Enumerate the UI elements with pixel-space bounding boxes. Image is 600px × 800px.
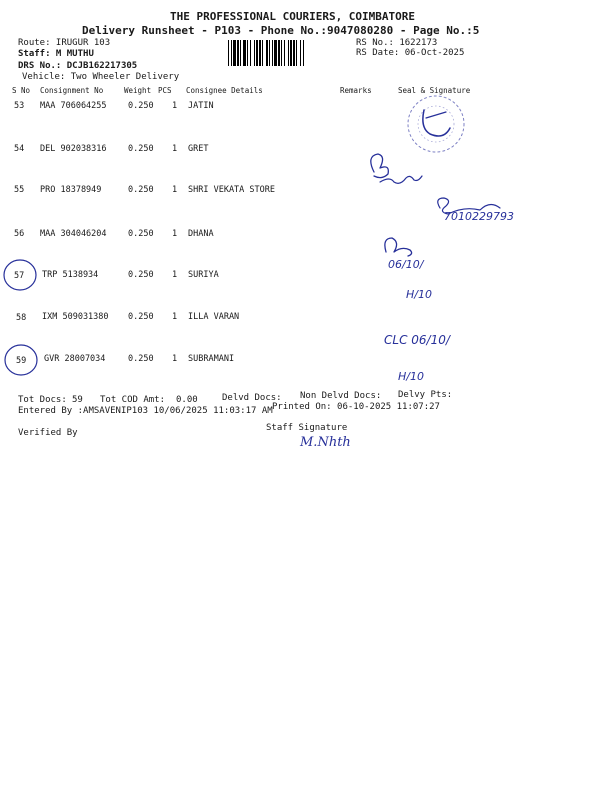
row-55-weight: 0.250 xyxy=(128,185,154,195)
barcode-bar xyxy=(284,40,285,66)
signature-58 xyxy=(380,326,500,352)
signature-57 xyxy=(400,282,450,306)
signature-54 xyxy=(360,146,440,192)
row-54-cn: DEL 902038316 xyxy=(40,144,107,154)
row-58-cn: IXM 509031380 xyxy=(42,312,109,322)
row-59-cn: GVR 28007034 xyxy=(44,354,106,364)
barcode-bar xyxy=(272,40,273,66)
row-59-pcs: 1 xyxy=(172,354,178,364)
entered-by: Entered By :AMSAVENIP103 10/06/2025 11:03:17 AM xyxy=(18,406,273,416)
delvy-pts: Delvy Pts: xyxy=(398,390,453,400)
row-58-pcs: 1 xyxy=(172,312,178,322)
barcode xyxy=(228,40,352,66)
row-53-weight: 0.250 xyxy=(128,101,154,111)
barcode-bar xyxy=(254,40,255,66)
barcode-bar xyxy=(269,40,270,66)
col-consignment: Consignment No xyxy=(40,86,104,95)
row-59-consignee: SUBRAMANI xyxy=(188,354,235,364)
barcode-bar xyxy=(300,40,301,66)
barcode-bar xyxy=(233,40,236,66)
tot-cod-label: Tot COD Amt: xyxy=(100,395,166,405)
barcode-bar xyxy=(256,40,258,66)
barcode-bar xyxy=(296,40,297,66)
col-seal: Seal & Signature xyxy=(398,86,471,95)
delvd-docs: Delvd Docs: xyxy=(222,393,282,403)
sig-56-date: 06/10/ xyxy=(388,258,424,271)
sig-55-number: 7010229793 xyxy=(444,210,514,223)
row-53-sno: 53 xyxy=(14,101,25,111)
barcode-bar xyxy=(288,40,289,66)
barcode-bar xyxy=(228,40,229,66)
row-53-consignee: JATIN xyxy=(188,101,214,111)
tot-docs-label: Tot Docs: xyxy=(18,395,67,405)
staff-label: Staff: M MUTHU xyxy=(18,49,94,59)
col-sno: S No xyxy=(12,86,31,95)
col-pcs: PCS xyxy=(158,86,172,95)
non-delvd-docs: Non Delvd Docs: xyxy=(300,391,382,401)
barcode-bar xyxy=(278,40,280,66)
col-consignee: Consignee Details xyxy=(186,86,263,95)
company-title: THE PROFESSIONAL COURIERS, COIMBATORE xyxy=(170,10,416,23)
rs-date: RS Date: 06-Oct-2025 xyxy=(356,48,465,58)
row-54-pcs: 1 xyxy=(172,144,178,154)
col-remarks: Remarks xyxy=(340,86,372,95)
barcode-bar xyxy=(250,40,251,66)
signature-59 xyxy=(392,362,442,388)
row-56-weight: 0.250 xyxy=(128,229,154,239)
runsheet-title: Delivery Runsheet - P103 - Phone No.:9047080280 - Page No.:5 xyxy=(82,24,480,37)
printed-on: Printed On: 06-10-2025 11:07:27 xyxy=(272,402,440,412)
row-55-consignee: SHRI VEKATA STORE xyxy=(188,185,275,195)
row-56-sno: 56 xyxy=(14,229,25,239)
barcode-bar xyxy=(281,40,282,66)
barcode-bar xyxy=(243,40,246,66)
row-57-sno: 57 xyxy=(14,271,25,281)
route-label: Route: IRUGUR 103 xyxy=(18,38,111,48)
sig-59-code: H/10 xyxy=(398,370,424,383)
row-53-pcs: 1 xyxy=(172,101,178,111)
tot-cod-value: 0.00 xyxy=(176,395,198,405)
barcode-bar xyxy=(247,40,248,66)
row-58-consignee: ILLA VARAN xyxy=(188,312,240,322)
sig-57-code: H/10 xyxy=(406,288,432,301)
staff-signature-name: M.Nhth xyxy=(300,435,351,450)
row-57-consignee: SURIYA xyxy=(188,270,219,280)
signature-56 xyxy=(380,232,460,272)
barcode-bar xyxy=(274,40,277,66)
tot-docs-value: 59 xyxy=(72,395,83,405)
barcode-bar xyxy=(231,40,232,66)
rs-no: RS No.: 1622173 xyxy=(356,38,438,48)
barcode-bar xyxy=(290,40,292,66)
drs-label: DRS No.: DCJB162217305 xyxy=(18,61,138,71)
sig-58-date: CLC 06/10/ xyxy=(384,333,450,347)
row-54-sno: 54 xyxy=(14,144,25,154)
row-57-weight: 0.250 xyxy=(128,270,154,280)
verified-by: Verified By xyxy=(18,428,78,438)
row-55-pcs: 1 xyxy=(172,185,178,195)
row-55-sno: 55 xyxy=(14,185,25,195)
row-58-sno: 58 xyxy=(16,313,27,323)
row-59-sno: 59 xyxy=(16,356,27,366)
row-59-weight: 0.250 xyxy=(128,354,154,364)
row-56-cn: MAA 304046204 xyxy=(40,229,107,239)
col-weight: Weight xyxy=(124,86,152,95)
signature-55 xyxy=(430,190,560,230)
circle-marks xyxy=(0,255,40,385)
row-54-weight: 0.250 xyxy=(128,144,154,154)
barcode-bar xyxy=(259,40,261,66)
row-57-pcs: 1 xyxy=(172,270,178,280)
barcode-bar xyxy=(262,40,263,66)
barcode-bar xyxy=(303,40,304,66)
staff-signature-label: Staff Signature xyxy=(266,423,348,433)
barcode-bar xyxy=(266,40,268,66)
row-57-cn: TRP 5138934 xyxy=(42,270,99,280)
row-56-pcs: 1 xyxy=(172,229,178,239)
barcode-bar xyxy=(240,40,241,66)
vehicle-label: Vehicle: Two Wheeler Delivery xyxy=(22,72,180,82)
row-53-cn: MAA 706064255 xyxy=(40,101,107,111)
barcode-bar xyxy=(237,40,239,66)
row-54-consignee: GRET xyxy=(188,144,209,154)
staff-signature xyxy=(296,428,386,452)
row-55-cn: PRO 18378949 xyxy=(40,185,102,195)
barcode-bar xyxy=(293,40,295,66)
row-56-consignee: DHANA xyxy=(188,229,214,239)
row-58-weight: 0.250 xyxy=(128,312,154,322)
